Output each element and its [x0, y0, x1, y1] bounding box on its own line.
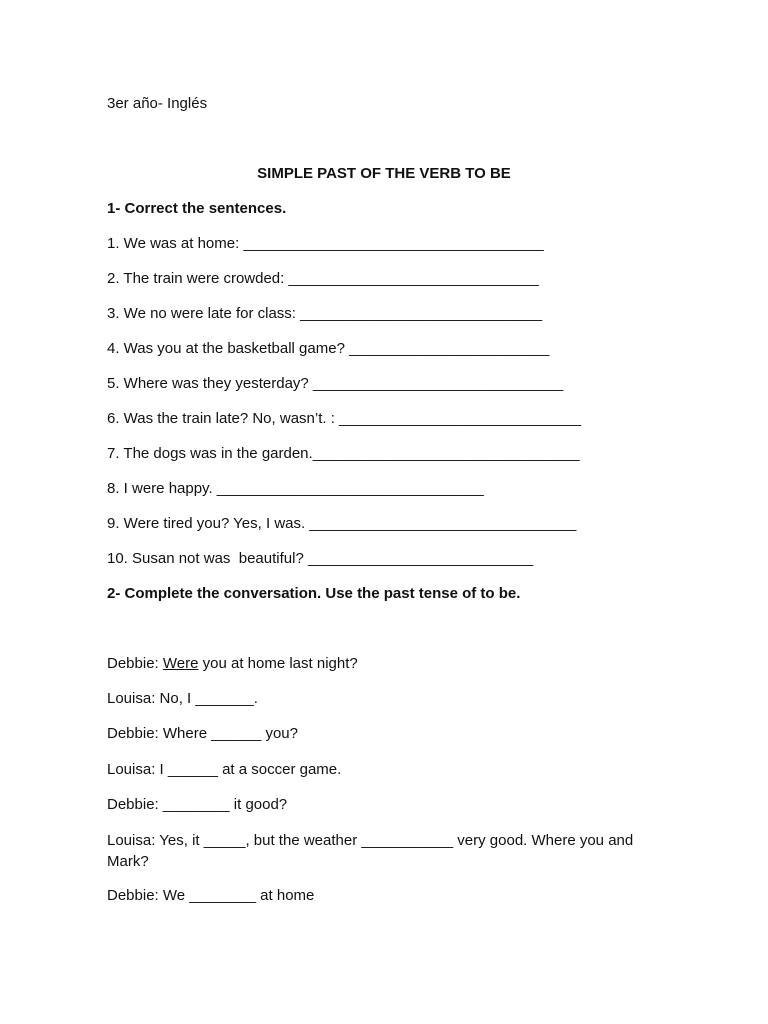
exercise-item-1: 1. We was at home: ____________________________________ [107, 235, 544, 252]
exercise-item-10: 10. Susan not was beautiful? ___________________________ [107, 550, 534, 567]
conversation-line-4: Louisa: I ______ at a soccer game. [107, 761, 342, 778]
worksheet-title: SIMPLE PAST OF THE VERB TO BE [257, 165, 511, 182]
section2-heading: 2- Complete the conversation. Use the past tense of to be. [107, 585, 521, 602]
exercise-item-7: 7. The dogs was in the garden.________________________________ [107, 445, 580, 462]
exercise-item-3: 3. We no were late for class: _____________________________ [107, 305, 543, 322]
exercise-item-2: 2. The train were crowded: ______________________________ [107, 270, 539, 287]
conversation-line-5: Debbie: ________ it good? [107, 796, 288, 813]
conversation-text: you at home last night? [198, 655, 358, 672]
exercise-item-4: 4. Was you at the basketball game? ________________________ [107, 340, 550, 357]
course-header: 3er año- Inglés [107, 95, 208, 112]
section1-heading: 1- Correct the sentences. [107, 200, 287, 217]
exercise-item-5: 5. Where was they yesterday? ______________________________ [107, 375, 564, 392]
conversation-line-2: Louisa: No, I _______. [107, 690, 258, 707]
conversation-line-6: Louisa: Yes, it _____, but the weather ___________ very good. Where you and Mark? [107, 832, 634, 870]
conversation-speaker: Debbie: [107, 655, 163, 672]
conversation-line-3: Debbie: Where ______ you? [107, 725, 298, 742]
conversation-line-1 [107, 654, 358, 674]
exercise-item-6: 6. Was the train late? No, wasn’t. : _____________________________ [107, 410, 581, 427]
example-answer: Were [162, 655, 199, 672]
conversation-line-7: Debbie: We ________ at home [107, 887, 315, 904]
exercise-item-9: 9. Were tired you? Yes, I was. ________________________________ [107, 515, 577, 532]
exercise-item-8: 8. I were happy. ________________________________ [107, 480, 484, 497]
